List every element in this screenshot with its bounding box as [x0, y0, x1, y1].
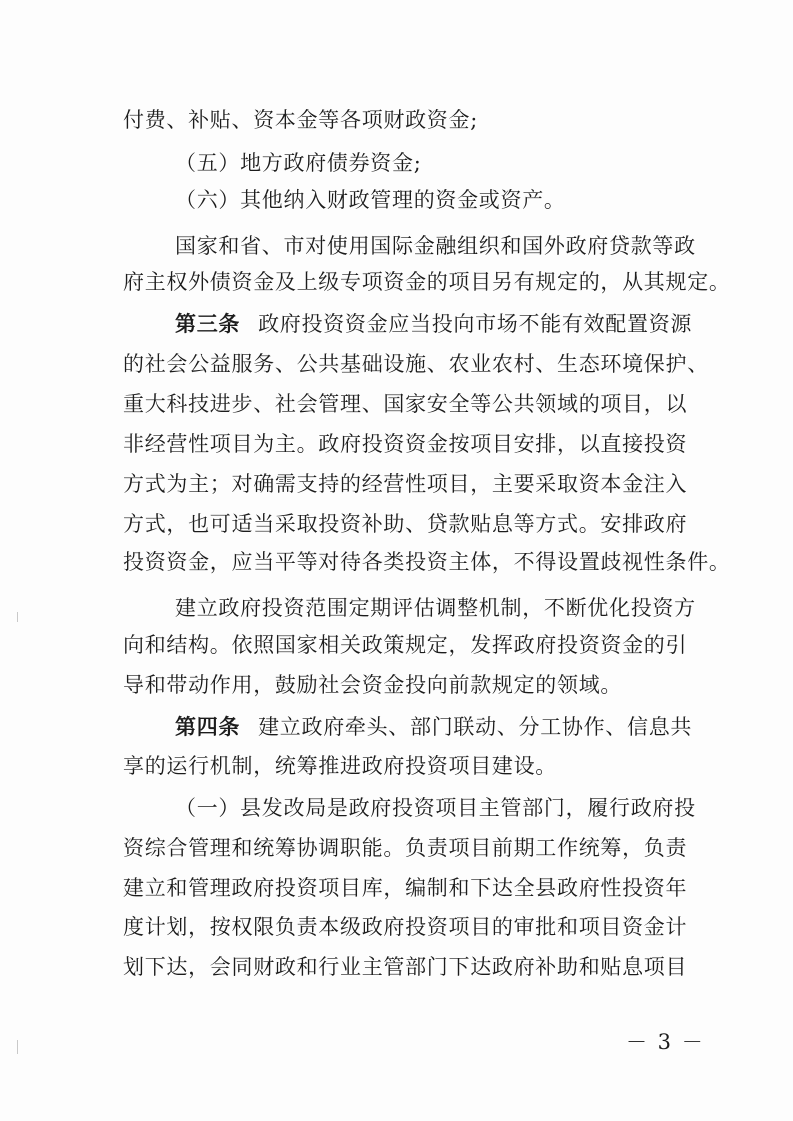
article-4-line [175, 713, 692, 741]
article-3-heading: 第三条 [175, 311, 241, 336]
text-line: 划下达，会同财政和行业主管部门下达政府补助和贴息项目 [123, 955, 688, 979]
text-line: 享的运行机制，统筹推进政府投资项目建设。 [123, 754, 557, 778]
text-line: 重大科技进步、社会管理、国家安全等公共领域的项目，以 [123, 392, 688, 416]
text-line: 导和带动作用，鼓励社会资金投向前款规定的领域。 [123, 673, 623, 697]
text-line: 资综合管理和统筹协调职能。负责项目前期工作统筹，负责 [123, 836, 688, 860]
text-line: 投资资金，应当平等对待各类投资主体，不得设置歧视性条件。 [123, 550, 731, 574]
text-line: 建立政府投资范围定期评估调整机制，不断优化投资方 [175, 596, 696, 620]
article-4-heading: 第四条 [175, 714, 241, 739]
text-line: 的社会公益服务、公共基础设施、农业农村、生态环境保护、 [123, 352, 709, 376]
text-line: 非经营性项目为主。政府投资资金按项目安排，以直接投资 [123, 432, 688, 456]
text-line: 建立政府牵头、部门联动、分工协作、信息共 [258, 715, 693, 739]
scan-artifact [17, 1040, 18, 1054]
text-line: 方式，也可适当采取投资补助、贷款贴息等方式。安排政府 [123, 512, 688, 536]
text-line: 度计划，按权限负责本级政府投资项目的审批和项目资金计 [123, 915, 688, 939]
scan-artifact [17, 612, 18, 622]
text-line: 方式为主；对确需支持的经营性项目，主要采取资本金注入 [123, 472, 688, 496]
text-line: （六）其他纳入财政管理的资金或资产。 [175, 188, 566, 212]
text-line: （一）县发改局是政府投资项目主管部门，履行政府投 [175, 796, 696, 820]
text-line: 府主权外债资金及上级专项资金的项目另有规定的，从其规定。 [123, 270, 731, 294]
text-line: 向和结构。依照国家相关政策规定，发挥政府投资资金的引 [123, 633, 688, 657]
page-number: － 3 － [626, 1030, 705, 1054]
text-line: 政府投资资金应当投向市场不能有效配置资源 [258, 312, 693, 336]
text-line: 付费、补贴、资本金等各项财政资金; [123, 108, 478, 132]
text-line: （五）地方政府债券资金; [175, 151, 422, 175]
article-3-line [175, 310, 692, 338]
text-line: 建立和管理政府投资项目库，编制和下达全县政府性投资年 [123, 876, 688, 900]
text-line: 国家和省、市对使用国际金融组织和国外政府贷款等政 [175, 234, 696, 258]
